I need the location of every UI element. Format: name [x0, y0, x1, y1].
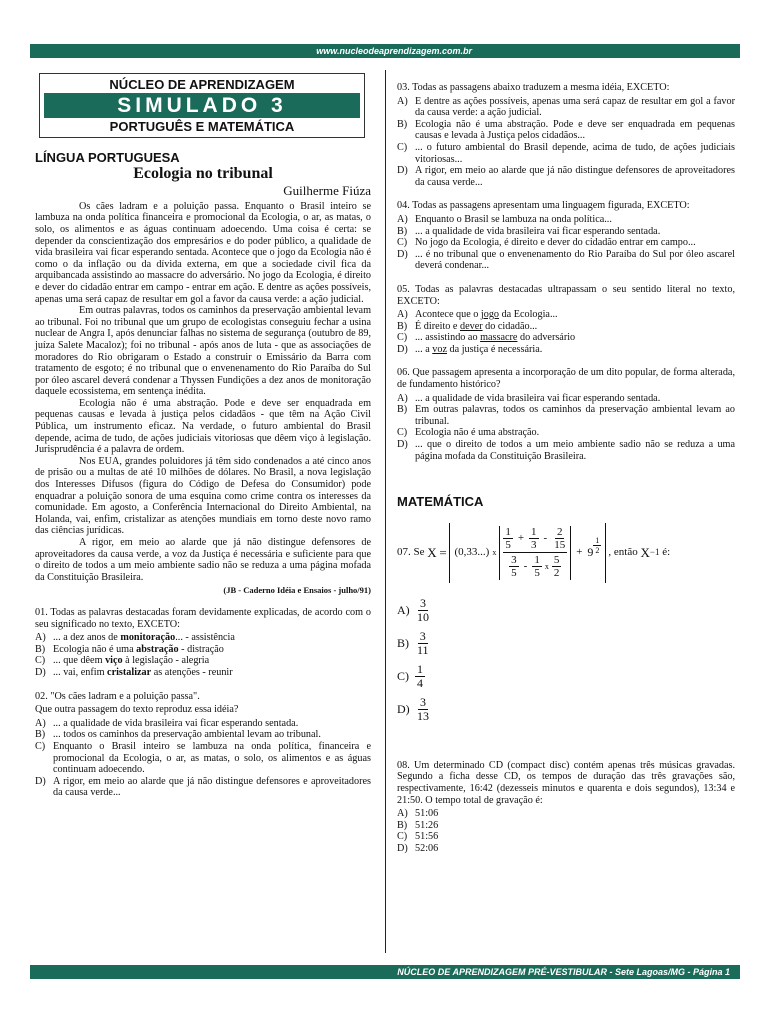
- answer-option[interactable]: D) ... vai, enfim cristalizar as atenções - reunir: [35, 666, 233, 678]
- question-stem: 04. Todas as passagens apresentam uma linguagem figurada, EXCETO:: [397, 200, 690, 212]
- question-07-answers: [397, 594, 735, 726]
- answer-option[interactable]: B) É direito e dever do cidadão...: [397, 320, 538, 332]
- question-05: [397, 284, 735, 356]
- answer-option[interactable]: C) 51:56: [397, 831, 439, 843]
- article-paragraph: Nos EUA, grandes poluidores já têm sido condenados a até cinco anos de prisão ou a multas de até 10 milhões de dólares. No Brasil, a nova legislação dos Interesses Difusos (figura do Código de Defesa do Consumidor) pode enquadrar a poluição sonora de uma esquina como crime contra os interesses da comunidade. Em agosto, a Conferência Internacional do Direito Ambiental, na Holanda, vai, enfim, cristalizar as atenções mundiais em torno deste novo ramo das ciências jurídicas.: [35, 455, 371, 537]
- left-column: [35, 73, 371, 799]
- answer-option[interactable]: D) ... a voz da justiça é necessária.: [397, 343, 543, 355]
- answer-option[interactable]: D) 52:06: [397, 842, 439, 854]
- answer-option[interactable]: A) ... a qualidade de vida brasileira vai ficar esperando sentada.: [397, 392, 661, 404]
- header-bar: [30, 44, 740, 58]
- article-title: Ecologia no tribunal: [133, 164, 273, 182]
- article-source: (JB - Caderno Idéia e Ensaios - julho/91): [223, 585, 371, 596]
- answer-option[interactable]: B) Ecologia não é uma abstração - distração: [35, 643, 224, 655]
- answer-option[interactable]: C) $\frac{1}{4}$: [397, 661, 423, 690]
- header-url[interactable]: www.nucleodeaprendizagem.com.br: [316, 46, 472, 56]
- question-08: [397, 760, 735, 855]
- question-02: [35, 691, 371, 799]
- answer-option[interactable]: C) Enquanto o Brasil inteiro se lambuza na onda política, financeira e promocional da Ecologia, o ar, as matas, o solo, os alimentos e as águas continuam adoecendo.: [35, 740, 371, 776]
- answer-option[interactable]: B) Em outras palavras, todos os caminhos da preservação ambiental levam ao tribunal.: [397, 404, 735, 427]
- footer-bar: [30, 965, 740, 979]
- section-heading-portuguese: LÍNGUA PORTUGUESA: [35, 150, 180, 165]
- answer-option[interactable]: C) ... que dêem viço à legislação - alegria: [35, 655, 210, 667]
- answer-option[interactable]: A) Enquanto o Brasil se lambuza na onda política...: [397, 213, 612, 225]
- answer-option[interactable]: C) Ecologia não é uma abstração.: [397, 427, 540, 439]
- answer-option[interactable]: B) Ecologia não é uma abstração. Pode e deve ser enquadrada em pequenas causas e levada à Justiça pelos cidadãos...: [397, 118, 735, 142]
- math-variable: X: [427, 545, 437, 561]
- answer-option[interactable]: D) A rigor, em meio ao alarde que já não distingue defensores de aproveitadores da causa verde...: [397, 165, 735, 188]
- right-column: [397, 82, 735, 855]
- question-stem: 02. "Os cães ladram e a poluição passa".: [35, 690, 200, 702]
- masthead-line1: NÚCLEO DE APRENDIZAGEM: [109, 77, 295, 92]
- question-stem: Que outra passagem do texto reproduz essa idéia?: [35, 704, 239, 716]
- question-stem: 05. Todas as palavras destacadas ultrapassam o seu sentido literal no texto, EXCETO:: [397, 283, 735, 307]
- answer-option[interactable]: A) ... a qualidade de vida brasileira vai ficar esperando sentada.: [35, 717, 299, 729]
- masthead-subtitle: PORTUGUÊS E MATEMÁTICA: [109, 119, 295, 134]
- answer-option[interactable]: C) No jogo da Ecologia, é direito e dever do cidadão entrar em campo...: [397, 237, 696, 249]
- article-paragraph: Em outras palavras, todos os caminhos da preservação ambiental levam ao tribunal. Foi no tribunal que um grupo de ecologistas conseguiu fechar a usina nuclear de Angra I, após denunciar falhas no sistema de segurança (outubro de 89, juíza Salete Macaloz); foi no tribunal - após anos de luta - que as associações de moradores do Rio obrigaram o Estado a construir o Emissário da Barra com tratamento de esgoto; é no tribunal que o envenenamento do Rio Paraíba do Sul por óleo ascarel deverá condenar a Thyssen Fundições a dez anos de monitoração daquele ecossistema, em sentença inédita.: [35, 305, 371, 398]
- answer-option[interactable]: A) ... a dez anos de monitoração... - assistência: [35, 632, 235, 644]
- answer-option[interactable]: C) ... assistindo ao massacre do adversário: [397, 332, 576, 344]
- big-bracket: (0,33...) x $\frac{1}{5}$ + $\frac{1}{3}$ - $\frac{2}{15}$ $\frac{3}{5}$ - $\frac{1}{5}$ x $\frac{5}{2}$ + 9 $\frac{1}{2}$: [449, 523, 606, 583]
- answer-option[interactable]: C) ... o futuro ambiental do Brasil depende, acima de tudo, de ações judiciais vitoriosas...: [397, 141, 735, 165]
- complex-fraction: $\frac{1}{5}$ + $\frac{1}{3}$ - $\frac{2}{15}$ $\frac{3}{5}$ - $\frac{1}{5}$ x $\frac{5}{2}$: [499, 526, 571, 580]
- answer-option[interactable]: D) $\frac{3}{13}$: [397, 694, 429, 723]
- article-paragraph: Ecologia não é uma abstração. Pode e deve ser enquadrada em pequenas causas e levada à justiça pelos cidadãos - que têm na Ação Civil Pública, um instrumento eficaz. Na verdade, o futuro ambiental do Brasil depende, acima de tudo, de ações judiciais vitoriosas que dêem viço à legislação. Jurisprudência é a palavra de ordem.: [35, 397, 371, 456]
- answer-option[interactable]: A) 51:06: [397, 808, 439, 820]
- answer-option[interactable]: B) 51:26: [397, 819, 439, 831]
- answer-option[interactable]: D) ... que o direito de todos a um meio ambiente sadio não se reduza a uma página mofada da Constituição Brasileira.: [397, 439, 735, 462]
- article-paragraph: A rigor, em meio ao alarde que já não distingue defensores de aproveitadores da causa verde, a voz da Justiça é necessária e suficiente para que o direito de todos a um meio ambiente sadio não se reduza a uma página mofada da Constituição Brasileira.: [35, 537, 371, 583]
- question-stem: 01. Todas as palavras destacadas foram devidamente explicadas, de acordo com o seu significado no texto, EXCETO:: [35, 606, 371, 630]
- answer-option[interactable]: B) $\frac{3}{11}$: [397, 628, 429, 657]
- question-06: [397, 367, 735, 462]
- answer-option[interactable]: B) ... a qualidade de vida brasileira vai ficar esperando sentada.: [397, 225, 661, 237]
- answer-option[interactable]: B) ... todos os caminhos da preservação ambiental levam ao tribunal.: [35, 729, 321, 741]
- answer-option[interactable]: A) $\frac{3}{10}$: [397, 595, 429, 624]
- question-01: [35, 607, 371, 679]
- footer-text: NÚCLEO DE APRENDIZAGEM PRÉ-VESTIBULAR - Sete Lagoas/MG - Página 1: [397, 967, 730, 977]
- article-author: Guilherme Fiúza: [283, 183, 371, 199]
- masthead-title: SIMULADO 3: [44, 93, 360, 118]
- answer-option[interactable]: D) A rigor, em meio ao alarde que já não distingue defensores e aproveitadores da causa verde...: [35, 775, 371, 799]
- article-paragraph: Os cães ladram e a poluição passa. Enquanto o Brasil inteiro se lambuza na onda política financeira e promocional da Ecologia, o ar, as matas, o solo, os alimentos e as águas continuam adoecendo. Uma coisa é certa: se depender da conscientização dos empresários e do poder público, a qualidade de vida brasileira vai ficar esperando sentada. Acontece que o jogo da Ecologia não é como o da inflação ou da dívida externa, em que a sociedade civil fica da arquibancada assistindo ao massacre do adversário. No jogo da Ecologia, é direito e dever do cidadão entrar em campo - entrar em ação. E dentre as ações possíveis, apenas uma será capaz de resultar em gol a favor da causa verde: a ação judicial.: [35, 200, 371, 305]
- masthead: [39, 73, 365, 138]
- question-03: [397, 82, 735, 188]
- question-stem: 03. Todas as passagens abaixo traduzem a mesma idéia, EXCETO:: [397, 82, 670, 93]
- question-number: 07. Se: [397, 546, 425, 559]
- column-divider: [385, 70, 386, 953]
- question-04: [397, 200, 735, 272]
- question-stem: 06. Que passagem apresenta a incorporação de um dito popular, de forma alterada, de fundamento histórico?: [397, 367, 735, 391]
- section-heading-math: MATEMÁTICA: [397, 494, 484, 510]
- answer-option[interactable]: A) E dentre as ações possíveis, apenas uma será capaz de resultar em gol a favor da causa verde: a ação judicial.: [397, 95, 735, 119]
- answer-option[interactable]: A) Acontece que o jogo da Ecologia...: [397, 309, 558, 321]
- answer-option[interactable]: D) ... é no tribunal que o envenenamento do Rio Paraíba do Sul por óleo ascarel deverá condenar...: [397, 248, 735, 272]
- question-stem: 08. Um determinado CD (compact disc) contém apenas três músicas gravadas. Segundo a ficha desse CD, os tempos de duração das três gravações são, respectivamente, 16:42 (dezesseis minutos e quarenta e dois segundos), 13:34 e 21:50. O tempo total de gravação é:: [397, 759, 735, 806]
- question-07: 07. Se X = (0,33...) x $\frac{1}{5}$ + $\frac{1}{3}$ - $\frac{2}{15}$ $\frac{3}{5}$ - $\frac{1}{5}$ x $\frac{5}{2}$ + 9 $\frac{1}{2}$ , então X −1 é:: [397, 520, 735, 586]
